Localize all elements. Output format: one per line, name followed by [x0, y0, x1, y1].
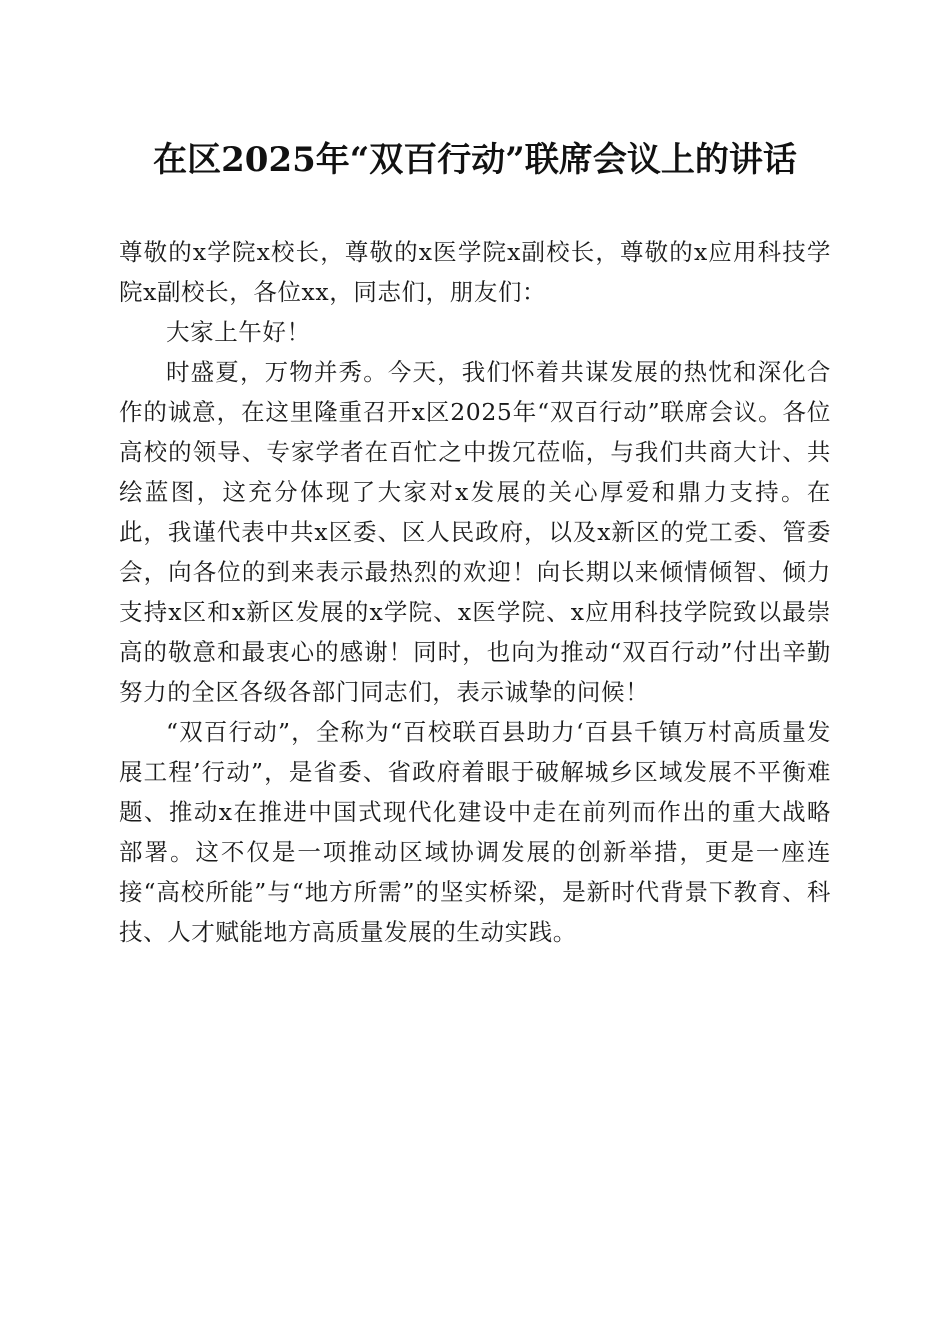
- document-title: 在区2025年“双百行动”联席会议上的讲话: [153, 140, 797, 180]
- salutation-paragraph: 尊敬的x学院x校长，尊敬的x医学院x副校长，尊敬的x应用科技学院x副校长，各位xx，同志们，朋友们：: [119, 238, 831, 306]
- initiative-paragraph: “双百行动”，全称为“百校联百县助力‘百县千镇万村高质量发展工程’行动”，是省委、省政府着眼于破解城乡区域发展不平衡难题、推动x在推进中国式现代化建设中走在前列而作出的重大战略部署。这不仅是一项推动区域协调发展的创新举措，更是一座连接“高校所能”与“地方所需”的坚实桥梁，是新时代背景下教育、科技、人才赋能地方高质量发展的生动实践。: [119, 718, 831, 946]
- document-body: [119, 232, 831, 952]
- greeting-paragraph: 大家上午好！: [166, 318, 311, 346]
- welcome-paragraph: 时盛夏，万物并秀。今天，我们怀着共谋发展的热忱和深化合作的诚意，在这里隆重召开x区2025年“双百行动”联席会议。各位高校的领导、专家学者在百忙之中拨冗莅临，与我们共商大计、共绘蓝图，这充分体现了大家对x发展的关心厚爱和鼎力支持。在此，我谨代表中共x区委、区人民政府，以及x新区的党工委、管委会，向各位的到来表示最热烈的欢迎！向长期以来倾情倾智、倾力支持x区和x新区发展的x学院、x医学院、x应用科技学院致以最崇高的敬意和最衷心的感谢！同时，也向为推动“双百行动”付出辛勤努力的全区各级各部门同志们，表示诚挚的问候！: [119, 358, 831, 706]
